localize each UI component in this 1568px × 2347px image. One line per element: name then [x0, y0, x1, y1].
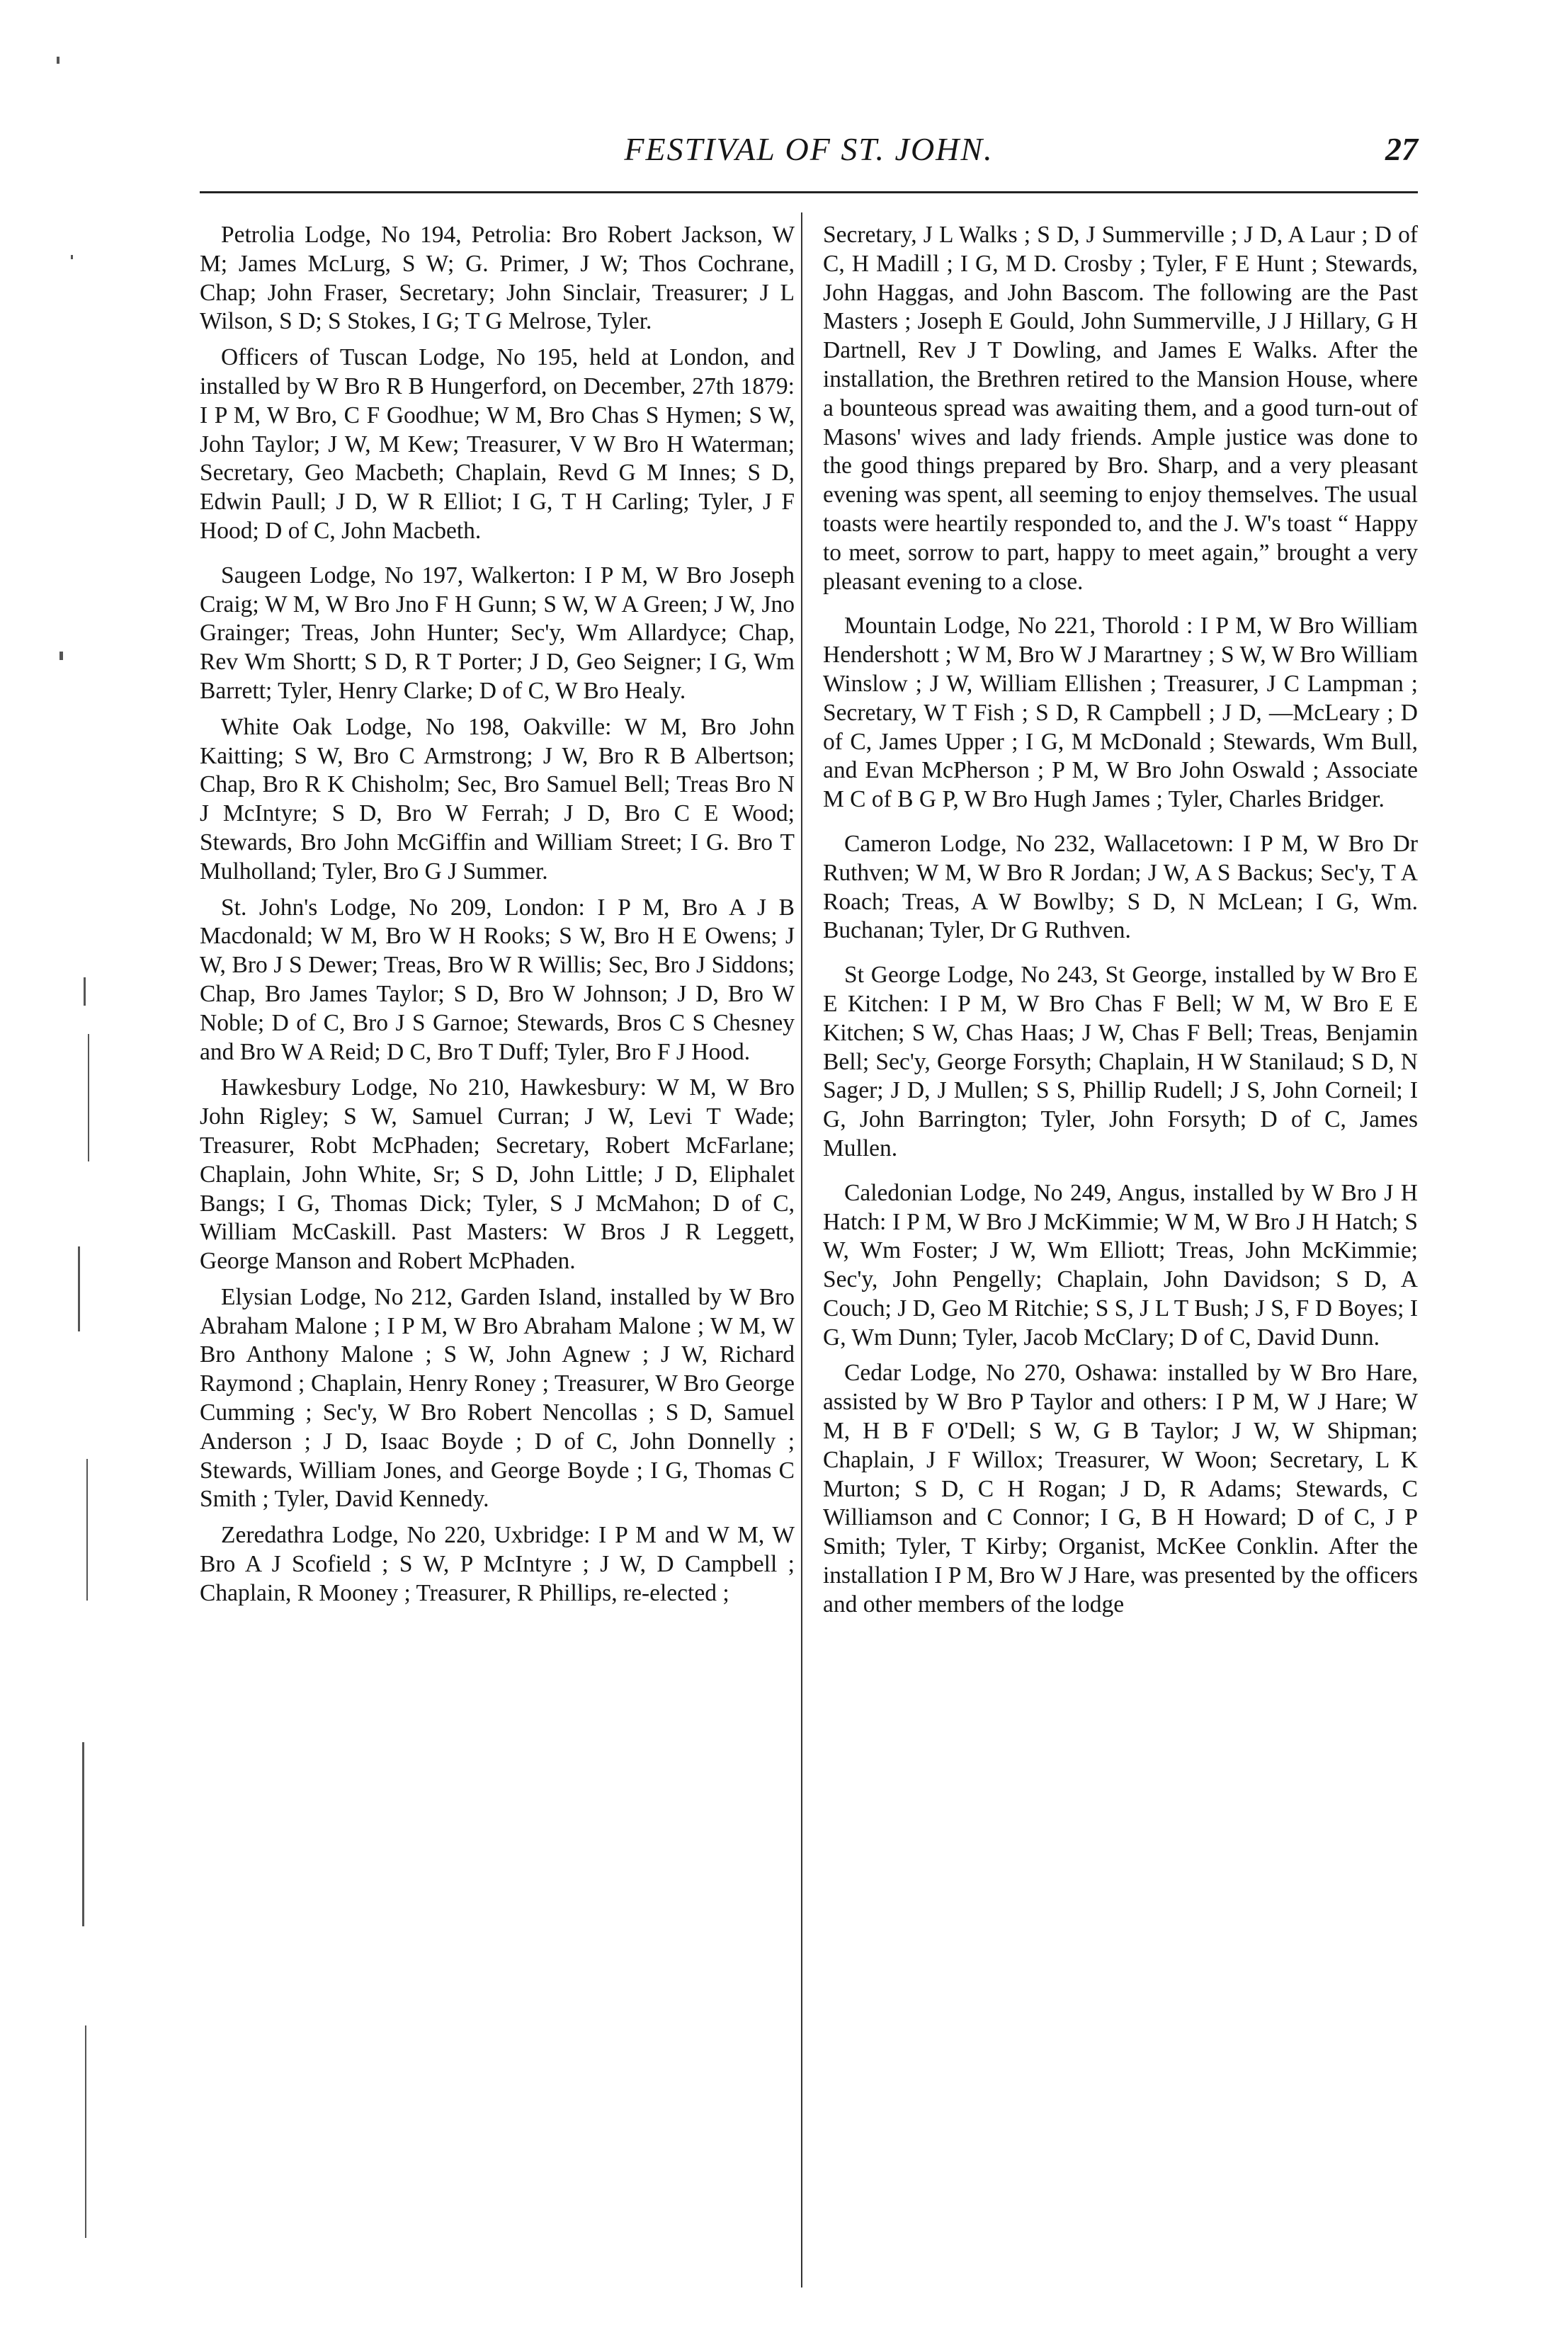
left-column	[200, 221, 795, 1615]
page-number: 27	[1385, 131, 1418, 167]
page-header	[200, 126, 1418, 176]
lodge-entry-cameron: Cameron Lodge, No 232, Wallacetown: I P M, W Bro Dr Ruthven; W M, W Bro R Jordan; J W, A S Backus; Sec'y, T A Roach; Treas, A W Bowlby; S D, N McLean; I G, Wm. Buchanan; Tyler, Dr G Ruthven.	[823, 830, 1418, 944]
lodge-entry-elysian: Elysian Lodge, No 212, Garden Island, installed by W Bro Abraham Malone ; I P M, W Bro Abraham Malone ; W M, W Bro Anthony Malone ; S W, John Agnew ; J W, Richard Raymond ; Chaplain, Henry Roney ; Treasurer, W Bro George Cumming ; Sec'y, W Bro Robert Nencollas ; S D, Samuel Anderson ; J D, Isaac Boyde ; D of C, John Donnelly ; Stewards, William Jones, and George Boyde ; I G, Thomas C Smith ; Tyler, David Kennedy.	[200, 1283, 795, 1513]
column-divider	[801, 212, 802, 2288]
lodge-entry-st-johns: St. John's Lodge, No 209, London: I P M, Bro A J B Macdonald; W M, Bro W H Rooks; S W, Bro H E Owens; J W, Bro J S Dewer; Treas, Bro W R Willis; Sec, Bro J Siddons; Chap, Bro James Taylor; S D, Bro W Johnson; J D, Bro W Noble; D of C, Bro J S Garnoe; Stewards, Bros C S Chesney and Bro W A Reid; D C, Bro T Duff; Tyler, Bro F J Hood.	[200, 894, 795, 1065]
scan-margin-specks	[50, 42, 106, 2309]
lodge-entry-st-george: St George Lodge, No 243, St George, installed by W Bro E E Kitchen: I P M, W Bro Chas F Bell; W M, W Bro E E Kitchen; S W, Chas Haas; J W, Chas F Bell; Treas, Benjamin Bell; Sec'y, George Forsyth; Chaplain, H W Stanilaud; S D, N Sager; J D, J Mullen; S S, Phillip Rudell; J S, John Corneil; I G, John Barrington; Tyler, John Forsyth; D of C, James Mullen.	[823, 962, 1418, 1161]
header-rule	[200, 191, 1418, 193]
lodge-entry-caledonian: Caledonian Lodge, No 249, Angus, installed by W Bro J H Hatch: I P M, W Bro J McKimmie; W M, W Bro J H Hatch; S W, Wm Foster; J W, Wm Elliott; Treas, John McKimmie; Sec'y, John Pengelly; Chaplain, John Davidson; S D, A Couch; J D, Geo M Ritchie; S S, J L T Bush; J S, F D Boyes; I G, Wm Dunn; Tyler, Jacob McClary; D of C, David Dunn.	[823, 1179, 1418, 1351]
lodge-entry-white-oak: White Oak Lodge, No 198, Oakville: W M, Bro John Kaitting; S W, Bro C Armstrong; J W, Bro R B Albertson; Chap, Bro R K Chisholm; Sec, Bro Samuel Bell; Treas Bro N J McIntyre; S D, Bro W Ferrah; J D, Bro C E Wood; Stewards, Bro John McGiffin and William Street; I G. Bro T Mulholland; Tyler, Bro G J Summer.	[200, 713, 795, 885]
running-title: FESTIVAL OF ST. JOHN.	[624, 131, 994, 167]
lodge-entry-zeredathra-continued: Secretary, J L Walks ; S D, J Summerville ; J D, A Laur ; D of C, H Madill ; I G, M D. Crosby ; Tyler, F E Hunt ; Stewards, John Haggas, and John Bascom. The following are the Past Masters ; Joseph E Gould, John Summerville, J J Hillary, G H Dartnell, Rev J T Dowling, and James E Walks. After the installation, the Brethren retired to the Mansion House, where a bounteous spread was awaiting them, and a good turn-out of Masons' wives and lady friends. Ample justice was done to the good things prepared by Bro. Sharp, and a very pleasant evening was spent, all seeming to enjoy themselves. The usual toasts were heartily responded to, and the J. W's toast “ Happy to meet, sorrow to part, happy to meet again,” brought a very pleasant evening to a close.	[823, 222, 1418, 595]
lodge-entry-hawkesbury: Hawkesbury Lodge, No 210, Hawkesbury: W M, W Bro John Rigley; S W, Samuel Curran; J W, Levi T Wade; Treasurer, Robt McPhaden; Secretary, Robert McFarlane; Chaplain, John White, Sr; S D, John Little; J D, Eliphalet Bangs; I G, Thomas Dick; Tyler, S J McMahon; D of C, William McCaskill. Past Masters: W Bros J R Leggett, George Manson and Robert McPhaden.	[200, 1074, 795, 1275]
right-column	[823, 221, 1418, 1627]
lodge-entry-saugeen: Saugeen Lodge, No 197, Walkerton: I P M, W Bro Joseph Craig; W M, W Bro Jno F H Gunn; S W, W A Green; J W, Jno Grainger; Treas, John Hunter; Sec'y, Wm Allardyce; Chap, Rev Wm Shortt; S D, R T Porter; J D, Geo Seigner; I G, Wm Barrett; Tyler, Henry Clarke; D of C, W Bro Healy.	[200, 562, 795, 704]
lodge-entry-cedar: Cedar Lodge, No 270, Oshawa: installed by W Bro Hare, assisted by W Bro P Taylor and others: I P M, W J Hare; W M, H B F O'Dell; S W, G B Taylor; J W, W Shipman; Chaplain, J F Willox; Treasurer, W Woon; Secretary, L K Murton; S D, C H Rogan; J D, R Adams; Stewards, C Williamson and C Connor; I G, B H Howard; D of C, J P Smith; Tyler, T Kirby; Organist, McKee Conklin. After the installation I P M, Bro W J Hare, was presented by the officers and other members of the lodge	[823, 1360, 1418, 1618]
lodge-entry-tuscan: Officers of Tuscan Lodge, No 195, held at London, and installed by W Bro R B Hungerford, on December, 27th 1879: I P M, W Bro, C F Goodhue; W M, Bro Chas S Hymen; S W, John Taylor; J W, M Kew; Treasurer, V W Bro H Waterman; Secretary, Geo Macbeth; Chaplain, Revd G M Innes; S D, Edwin Paull; J D, W R Elliot; I G, T H Carling; Tyler, J F Hood; D of C, John Macbeth.	[200, 344, 795, 544]
lodge-entry-mountain: Mountain Lodge, No 221, Thorold : I P M, W Bro William Hendershott ; W M, Bro W J Marartney ; S W, W Bro William Winslow ; J W, William Ellishen ; Treasurer, J C Lampman ; Secretary, W T Fish ; S D, R Campbell ; J D, —McLeary ; D of C, James Upper ; I G, M McDonald ; Stewards, Wm Bull, and Evan McPherson ; P M, W Bro John Oswald ; Associate M C of B G P, W Bro Hugh James ; Tyler, Charles Bridger.	[823, 613, 1418, 813]
lodge-entry-zeredathra: Zeredathra Lodge, No 220, Uxbridge: I P M and W M, W Bro A J Scofield ; S W, P McIntyre ; J W, D Campbell ; Chaplain, R Mooney ; Treasurer, R Phillips, re-elected ;	[200, 1522, 795, 1606]
lodge-entry-petrolia: Petrolia Lodge, No 194, Petrolia: Bro Robert Jackson, W M; James McLurg, S W; G. Primer, J W; Thos Cochrane, Chap; John Fraser, Secretary; John Sinclair, Treasurer; J L Wilson, S D; S Stokes, I G; T G Melrose, Tyler.	[200, 222, 795, 335]
